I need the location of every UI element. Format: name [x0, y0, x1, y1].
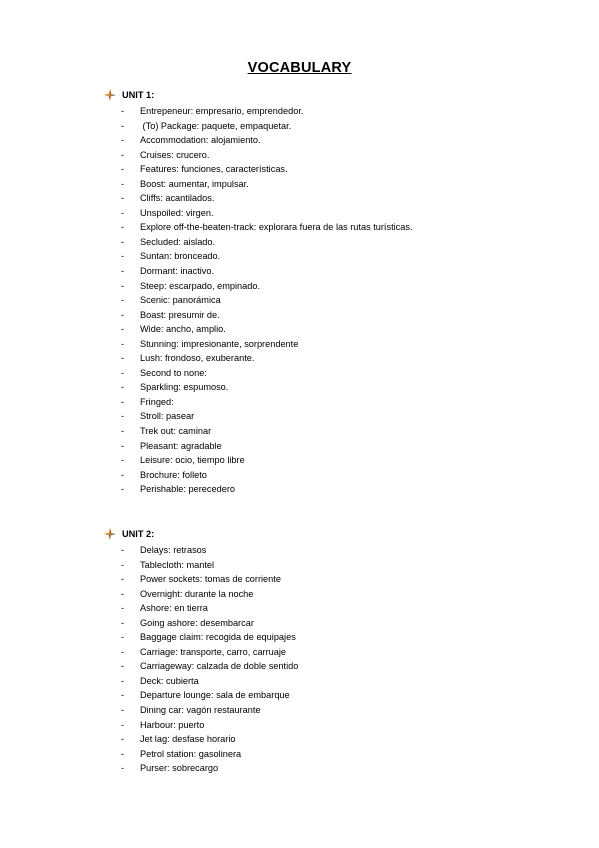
vocabulary-entry: Power sockets: tomas de corriente	[140, 574, 281, 585]
list-item	[121, 718, 298, 733]
list-item	[121, 543, 298, 558]
vocabulary-entry: Secluded: aislado.	[140, 236, 216, 247]
list-item	[121, 424, 413, 439]
dash-bullet: -	[121, 763, 125, 774]
dash-bullet: -	[121, 251, 125, 262]
list-item	[121, 351, 413, 366]
page-title: VOCABULARY	[247, 60, 352, 76]
dash-bullet: -	[121, 632, 125, 643]
vocabulary-entry: Cliffs: acantilados.	[140, 193, 215, 204]
list-item	[121, 264, 413, 279]
vocabulary-entry: Dormant: inactivo.	[140, 266, 215, 277]
list-item	[121, 337, 413, 352]
dash-bullet: -	[121, 440, 125, 451]
list-item	[121, 468, 413, 483]
dash-bullet: -	[121, 338, 125, 349]
vocabulary-entry: Entrepeneur: empresario, emprendedor.	[140, 106, 304, 116]
dash-bullet: -	[121, 603, 125, 614]
vocabulary-entry: Unspoiled: virgen.	[140, 207, 214, 218]
list-item	[121, 482, 413, 497]
vocabulary-entry: Second to none:	[140, 367, 207, 378]
vocabulary-entry: Boost: aumentar, impulsar.	[140, 178, 249, 189]
vocabulary-entry: Overnight: durante la noche	[140, 588, 254, 599]
dash-bullet: -	[121, 295, 125, 306]
dash-bullet: -	[121, 675, 125, 686]
vocabulary-entry: Wide: ancho, amplio.	[140, 324, 226, 335]
list-item	[121, 688, 298, 703]
vocabulary-entry: Carriage: transporte, carro, carruaje	[140, 646, 287, 657]
vocabulary-entry: Features: funciones, características.	[140, 164, 288, 175]
list-item	[121, 601, 298, 616]
list-item	[121, 395, 413, 410]
vocabulary-entry: Boast: presumir de.	[140, 309, 220, 320]
dash-bullet: -	[121, 382, 125, 393]
unit-1-heading-label: UNIT 1:	[122, 90, 155, 100]
list-item	[121, 366, 413, 381]
dash-bullet: -	[121, 719, 125, 730]
dash-bullet: -	[121, 661, 125, 672]
dash-bullet: -	[121, 588, 125, 599]
dash-bullet: -	[121, 324, 125, 335]
list-item	[121, 409, 413, 424]
vocabulary-entry: Delays: retrasos	[140, 545, 207, 555]
vocabulary-entry: Ashore: en tierra	[140, 603, 208, 614]
dash-bullet: -	[121, 309, 125, 320]
vocabulary-entry: Deck: cubierta	[140, 675, 199, 686]
dash-bullet: -	[121, 120, 125, 131]
vocabulary-entry: Lush: frondoso, exuberante.	[140, 353, 255, 364]
dash-bullet: -	[121, 690, 125, 701]
list-item	[121, 279, 413, 294]
dash-bullet: -	[121, 135, 125, 146]
vocabulary-entry: Going ashore: desembarcar	[140, 617, 254, 628]
dash-bullet: -	[121, 646, 125, 657]
list-item	[121, 616, 298, 631]
vocabulary-entry: Harbour: puerto	[140, 719, 205, 730]
vocabulary-entry: Leisure: ocio, tiempo libre	[140, 455, 245, 466]
vocabulary-entry: Brochure: folleto	[140, 469, 207, 480]
dash-bullet: -	[121, 411, 125, 422]
list-item	[121, 119, 413, 134]
star-bullet-icon	[104, 89, 116, 101]
vocabulary-entry: Trek out: caminar	[140, 426, 212, 437]
vocabulary-entry: Cruises: crucero.	[140, 149, 210, 160]
unit-1-heading	[104, 88, 154, 102]
vocabulary-entry: Explore off-the-beaten-track: explorara fuera de las rutas turísticas.	[140, 222, 413, 233]
vocabulary-entry: Accommodation: alojamiento.	[140, 135, 261, 146]
dash-bullet: -	[121, 280, 125, 291]
vocabulary-entry: Pleasant: agradable	[140, 440, 222, 451]
list-item	[121, 453, 413, 468]
dash-bullet: -	[121, 164, 125, 175]
dash-bullet: -	[121, 149, 125, 160]
dash-bullet: -	[121, 106, 125, 116]
list-item	[121, 104, 413, 119]
vocabulary-entry: Perishable: perecedero	[140, 484, 235, 495]
dash-bullet: -	[121, 236, 125, 247]
list-item	[121, 761, 298, 776]
dash-bullet: -	[121, 705, 125, 716]
unit-2-heading	[104, 527, 154, 541]
list-item	[121, 659, 298, 674]
list-item	[121, 558, 298, 573]
list-item	[121, 732, 298, 747]
dash-bullet: -	[121, 469, 125, 480]
list-item	[121, 630, 298, 645]
vocabulary-entry: (To) Package: paquete, empaquetar.	[140, 120, 292, 131]
list-item	[121, 747, 298, 762]
vocabulary-entry: Stroll: pasear	[140, 411, 195, 422]
list-item	[121, 587, 298, 602]
dash-bullet: -	[121, 353, 125, 364]
dash-bullet: -	[121, 193, 125, 204]
vocabulary-entry: Dining car: vagón restaurante	[140, 705, 261, 716]
unit-1-list	[121, 104, 413, 497]
vocabulary-entry: Purser: sobrecargo	[140, 763, 219, 774]
unit-2-list	[121, 543, 298, 776]
list-item	[121, 148, 413, 163]
list-item	[121, 220, 413, 235]
dash-bullet: -	[121, 484, 125, 495]
dash-bullet: -	[121, 396, 125, 407]
list-item	[121, 191, 413, 206]
list-item	[121, 439, 413, 454]
vocabulary-entry: Fringed:	[140, 396, 174, 407]
vocabulary-entry: Petrol station: gasolinera	[140, 748, 242, 759]
list-item	[121, 133, 413, 148]
vocabulary-entry: Scenic: panorámica	[140, 295, 221, 306]
star-bullet-icon	[104, 528, 116, 540]
dash-bullet: -	[121, 426, 125, 437]
list-item	[121, 308, 413, 323]
vocabulary-entry: Sparkling: espumoso.	[140, 382, 229, 393]
unit-2-heading-label: UNIT 2:	[122, 529, 155, 539]
vocabulary-entry: Jet lag: desfase horario	[140, 734, 236, 745]
vocabulary-entry: Baggage claim: recogida de equipajes	[140, 632, 296, 643]
dash-bullet: -	[121, 748, 125, 759]
vocabulary-entry: Steep: escarpado, empinado.	[140, 280, 261, 291]
dash-bullet: -	[121, 617, 125, 628]
dash-bullet: -	[121, 559, 125, 570]
dash-bullet: -	[121, 266, 125, 277]
list-item	[121, 380, 413, 395]
vocabulary-entry: Tablecloth: mantel	[140, 559, 215, 570]
list-item	[121, 162, 413, 177]
list-item	[121, 235, 413, 250]
list-item	[121, 249, 413, 264]
dash-bullet: -	[121, 574, 125, 585]
vocabulary-entry: Departure lounge: sala de embarque	[140, 690, 290, 701]
list-item	[121, 674, 298, 689]
dash-bullet: -	[121, 367, 125, 378]
dash-bullet: -	[121, 207, 125, 218]
list-item	[121, 322, 413, 337]
list-item	[121, 645, 298, 660]
list-item	[121, 177, 413, 192]
dash-bullet: -	[121, 734, 125, 745]
dash-bullet: -	[121, 545, 125, 555]
list-item	[121, 572, 298, 587]
vocabulary-entry: Carriageway: calzada de doble sentido	[140, 661, 299, 672]
list-item	[121, 293, 413, 308]
list-item	[121, 206, 413, 221]
vocabulary-entry: Stunning: impresionante, sorprendente	[140, 338, 299, 349]
vocabulary-entry: Suntan: bronceado.	[140, 251, 221, 262]
list-item	[121, 703, 298, 718]
dash-bullet: -	[121, 222, 125, 233]
dash-bullet: -	[121, 178, 125, 189]
dash-bullet: -	[121, 455, 125, 466]
